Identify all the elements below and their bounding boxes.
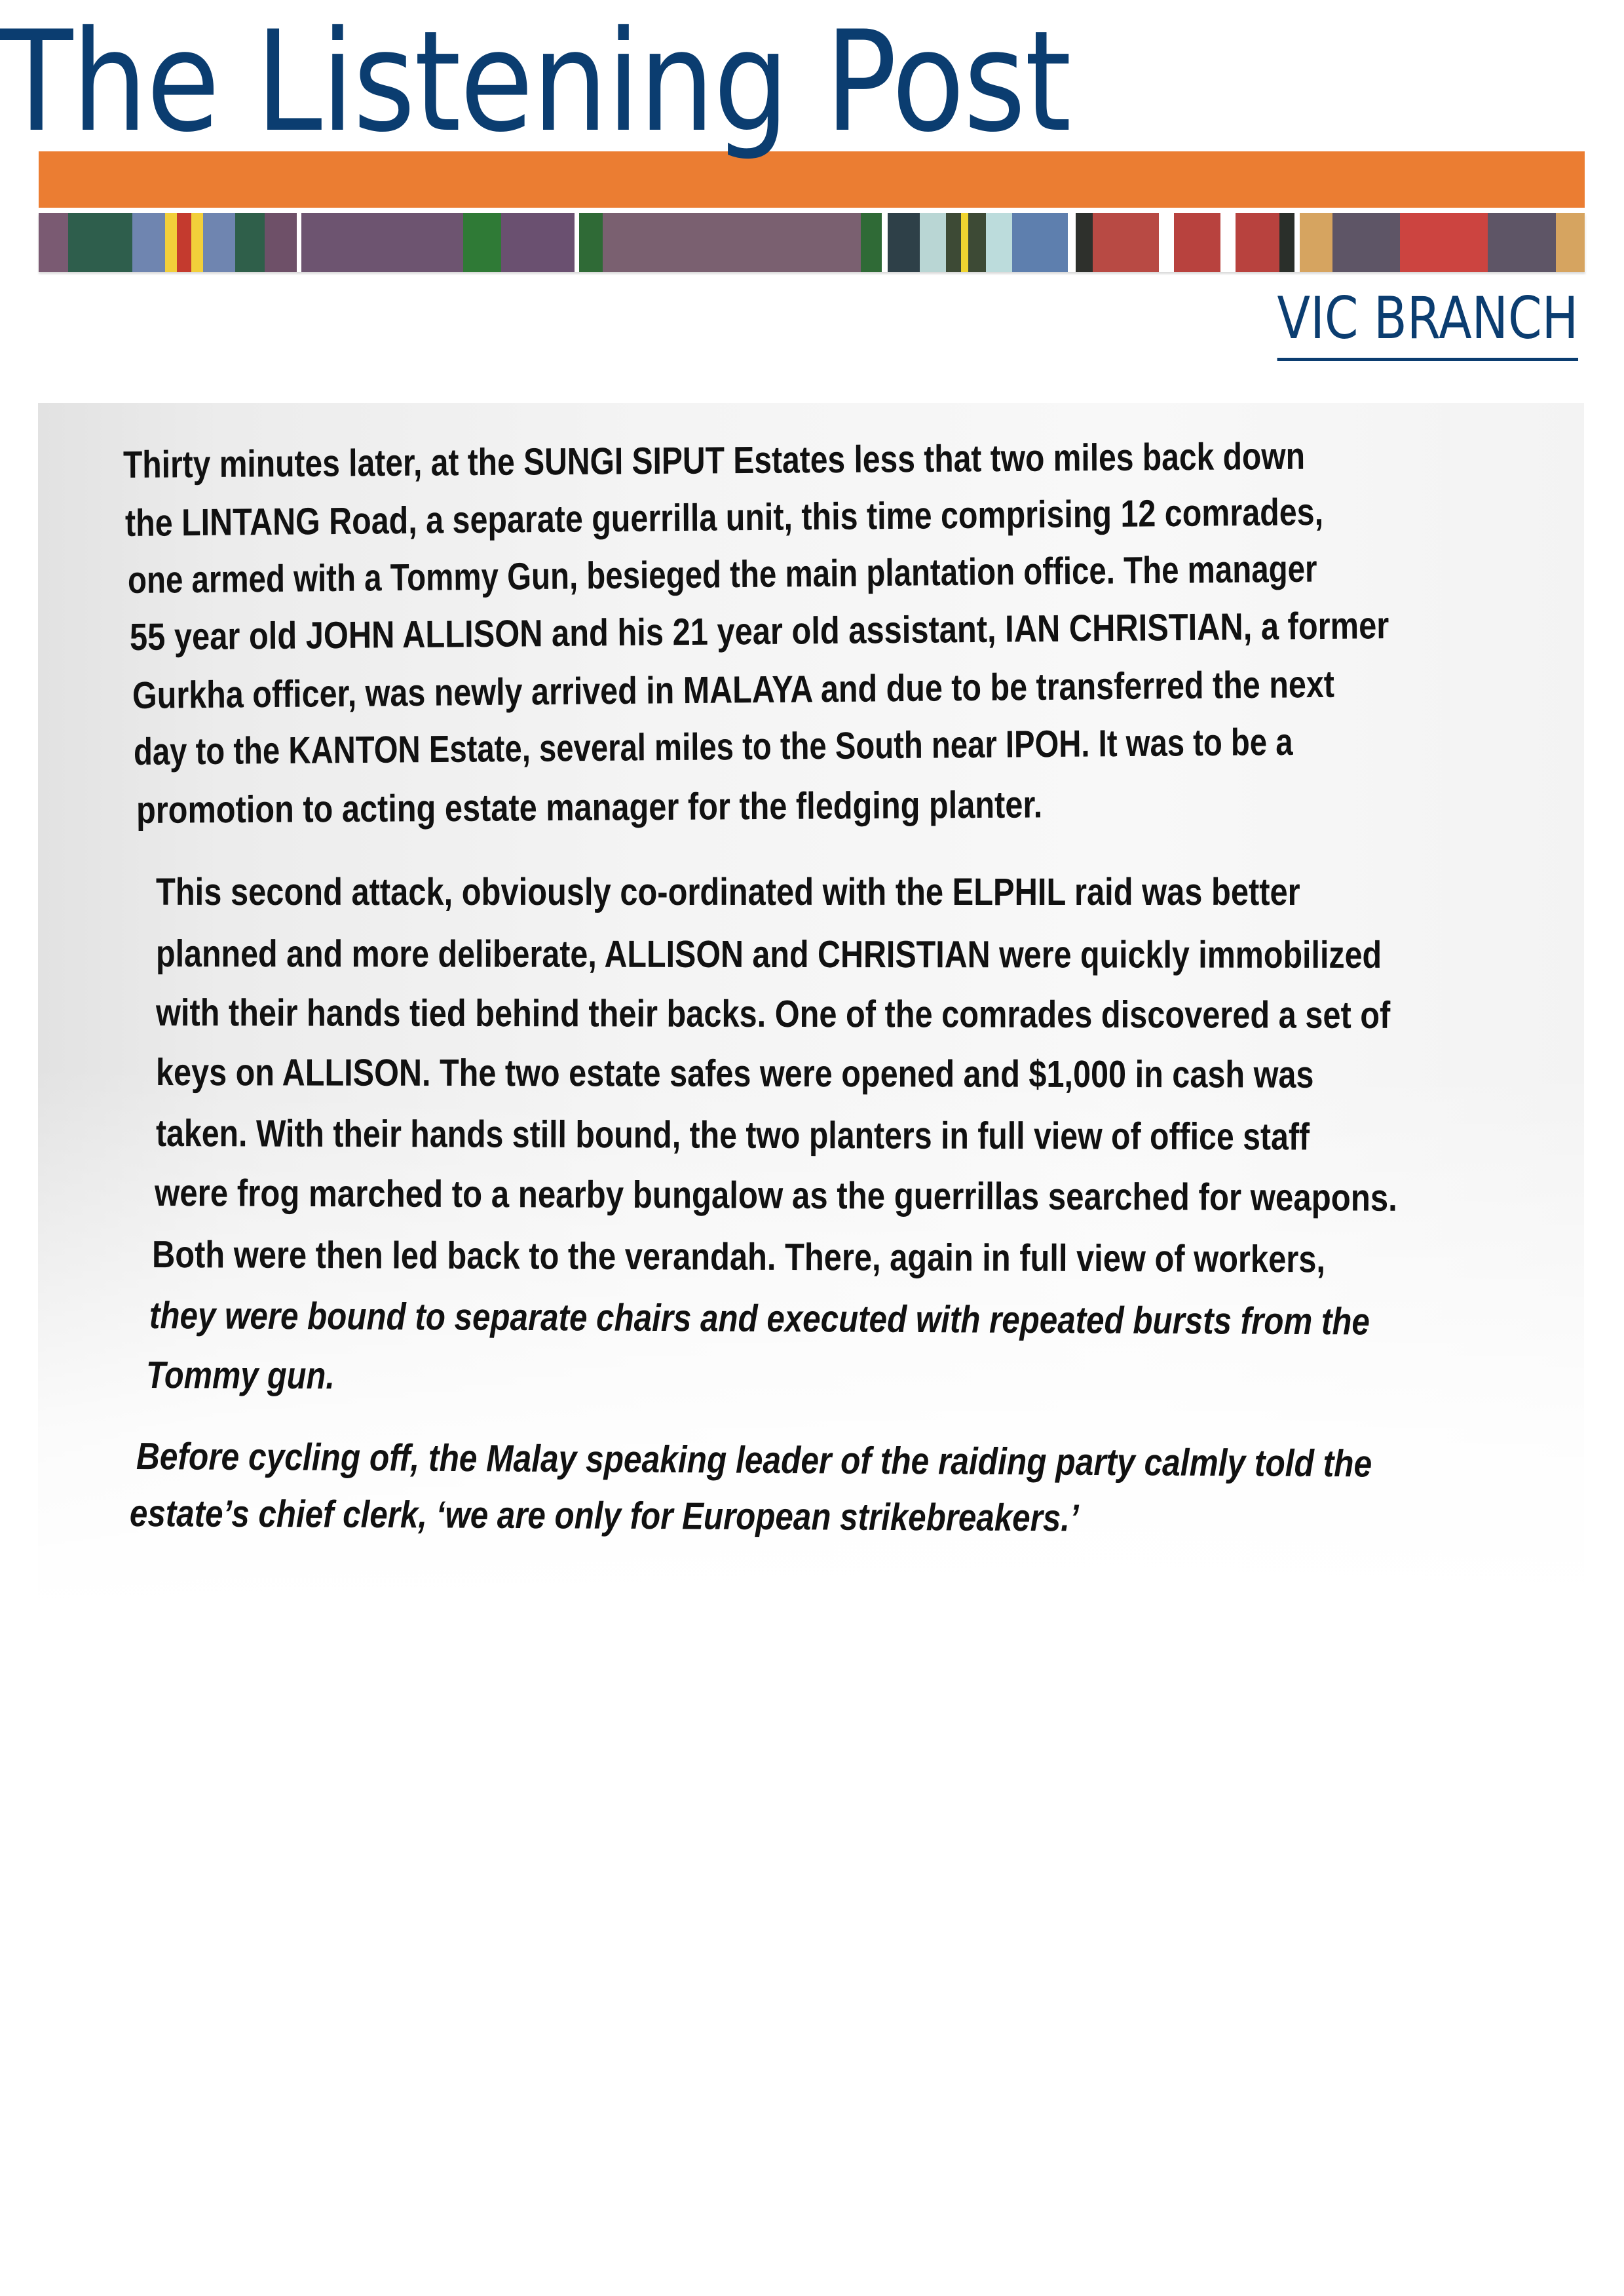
article-line: Tommy gun. — [145, 1354, 335, 1398]
article-line: the LINTANG Road, a separate guerrilla unit, this time comprising 12 comrades, — [124, 490, 1324, 545]
ribbon-stripe — [297, 213, 301, 272]
article-line: planned and more deliberate, ALLISON and CHRISTIAN were quickly immobilized — [155, 932, 1382, 976]
article-line: taken. With their hands still bound, the two planters in full view of office staff — [155, 1112, 1310, 1158]
ribbon-stripe — [235, 213, 265, 272]
article-line: keys on ALLISON. The two estate safes were opened and $1,000 in cash was — [155, 1051, 1314, 1096]
article-line: one armed with a Tommy Gun, besieged the main plantation office. The manager — [127, 547, 1317, 602]
ribbon-stripe — [39, 213, 68, 272]
ribbon-stripe — [383, 213, 463, 272]
ribbon-stripe — [1400, 213, 1488, 272]
ribbon-stripe — [539, 213, 575, 272]
ribbon-stripe — [888, 213, 920, 272]
article-line: estate’s chief clerk, ‘we are only for European strikebreakers.’ — [129, 1492, 1079, 1540]
ribbon-stripe — [100, 213, 132, 272]
ribbon-stripe — [68, 213, 100, 272]
article-line: Before cycling off, the Malay speaking leader of the raiding party calmly told the — [136, 1435, 1372, 1485]
ribbon-stripe — [1236, 213, 1279, 272]
ribbon-stripe — [191, 213, 203, 272]
ribbon-stripe — [1332, 213, 1400, 272]
masthead-title: The Listening Post — [0, 1, 1070, 163]
ribbon-stripe — [1076, 213, 1093, 272]
article-line: 55 year old JOHN ALLISON and his 21 year old assistant, IAN CHRISTIAN, a former — [129, 604, 1389, 659]
article-line: Both were then led back to the verandah. There, again in full view of workers, — [151, 1233, 1326, 1281]
ribbon-stripe — [1488, 213, 1555, 272]
ribbon-stripe — [575, 213, 579, 272]
article-line: Gurkha officer, was newly arrived in MALAYA and due to be transferred the next — [132, 662, 1335, 717]
medal-ribbon-strip — [39, 213, 1585, 272]
ribbon-stripe — [1174, 213, 1221, 272]
ribbon-stripe — [1279, 213, 1294, 272]
ribbon-stripe — [1220, 213, 1235, 272]
ribbon-stripe — [203, 213, 235, 272]
ribbon-stripe — [177, 213, 191, 272]
ribbon-stripe — [882, 213, 888, 272]
ribbon-stripe — [132, 213, 164, 272]
ribbon-stripe — [265, 213, 297, 272]
ribbon-stripe — [968, 213, 986, 272]
article-line: with their hands tied behind their backs. One of the comrades discovered a set of — [155, 991, 1391, 1037]
ribbon-stripe — [463, 213, 501, 272]
ribbon-stripe — [1012, 213, 1068, 272]
ribbon-stripe — [579, 213, 603, 272]
ribbon-stripe — [1159, 213, 1173, 272]
ribbon-stripe — [920, 213, 946, 272]
ribbon-stripe — [301, 213, 382, 272]
ribbon-stripe — [986, 213, 1012, 272]
ribbon-stripe — [1300, 213, 1332, 272]
ribbon-stripe — [1556, 213, 1585, 272]
article-line: This second attack, obviously co-ordinated with the ELPHIL raid was better — [156, 871, 1300, 913]
scanned-article-panel — [38, 403, 1584, 1609]
ribbon-stripe — [946, 213, 960, 272]
article-line: day to the KANTON Estate, several miles to the South near IPOH. It was to be a — [133, 720, 1293, 773]
article-line: Thirty minutes later, at the SUNGI SIPUT Estates less that two miles back down — [123, 434, 1306, 486]
ribbon-stripe — [1093, 213, 1159, 272]
ribbon-stripe — [961, 213, 968, 272]
ribbon-stripe — [501, 213, 539, 272]
ribbon-stripe — [861, 213, 881, 272]
ribbon-stripe — [1294, 213, 1300, 272]
vic-branch-link[interactable]: VIC BRANCH — [1277, 279, 1578, 361]
ribbon-stripe — [165, 213, 177, 272]
ribbon-stripe — [690, 213, 779, 272]
ribbon-stripe — [1068, 213, 1075, 272]
article-line: they were bound to separate chairs and executed with repeated bursts from the — [149, 1294, 1370, 1343]
ribbon-stripe — [779, 213, 861, 272]
article-line: were frog marched to a nearby bungalow as the guerrillas searched for weapons. — [154, 1172, 1397, 1219]
ribbon-stripe — [603, 213, 691, 272]
article-line: promotion to acting estate manager for the fledging planter. — [136, 783, 1043, 832]
